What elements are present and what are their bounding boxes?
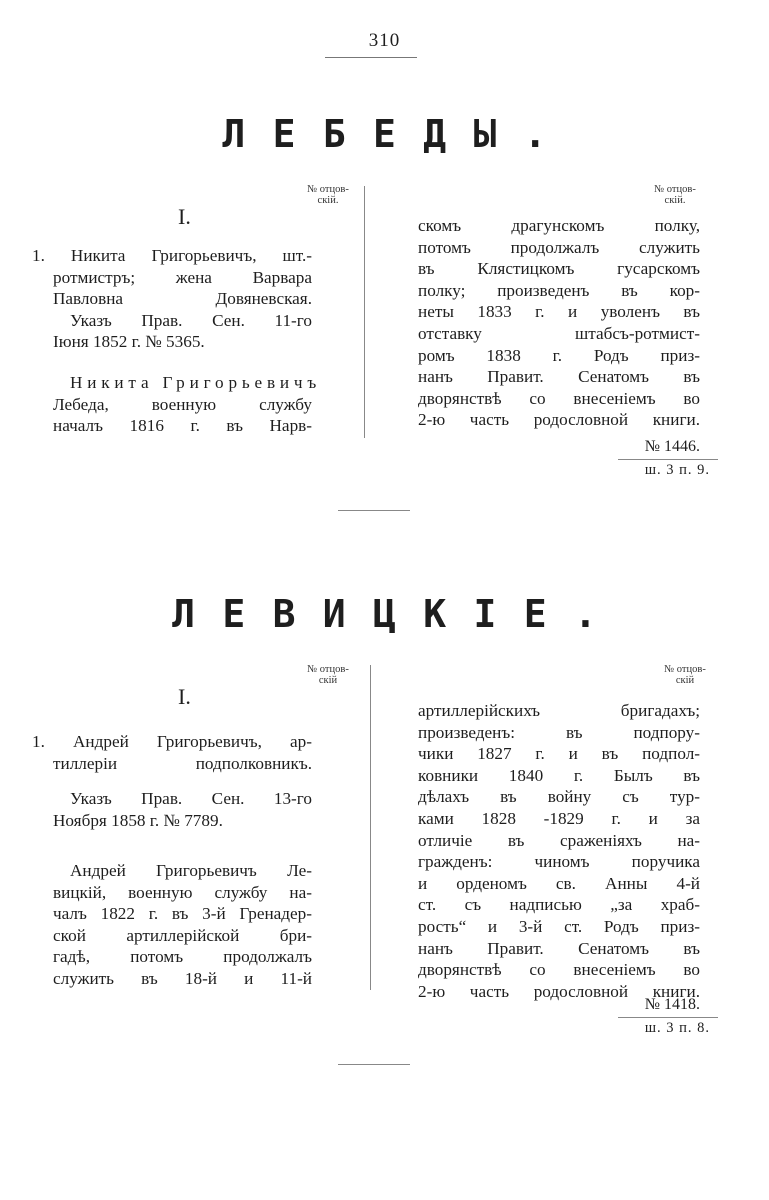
family-title-levitskie: ЛЕВИЦКІЕ. [172, 592, 625, 636]
column-header-left: № отцов- скій [307, 664, 349, 686]
section-separator [338, 1064, 410, 1065]
biography-right: скомъ драгунскомъ полку, потомъ продолжалъ служить въ Клястицкомъ гусарскомъ полку; произведенъ въ кор- неты 1833 г. и уволенъ въ отставку штабсъ-ротмист- ромъ 1838 г. Родъ приз- нанъ Правит. Сенатомъ въ дворянствѣ со внесеніемъ во 2-ю часть родословной книги. [418, 216, 700, 430]
register-number: № 1418. [644, 996, 700, 1013]
register-number: № 1446. [644, 438, 700, 455]
entry-text: 1. Андрей Григорьевичъ, ар- тиллеріи подполковникъ. Указъ Прав. Сен. 13-го Ноября 1858 г. № 7789. [32, 732, 312, 830]
column-header-left: № отцов- скій. [307, 184, 349, 206]
column-divider [370, 665, 371, 990]
biography-right: артиллерійскихъ бригадахъ; произведенъ: въ подпору- чики 1827 г. и въ подпол- ковники 1840 г. Былъ въ дѣлахъ въ войну съ тур- ками 1828 -1829 г. и за отличіе въ сраженіяхъ на- гражденъ: чиномъ поручика и орденомъ св. Анны 4-й ст. съ надписью „за храб- рость“ и 3-й ст. Родъ приз- нанъ Правит. Сенатомъ въ дворянствѣ со внесеніемъ во 2-ю часть родословной книги. [418, 701, 700, 1001]
page-number-rule [325, 57, 417, 58]
family-title-lebedy: ЛЕБЕДЫ. [222, 112, 575, 156]
section-separator [338, 510, 410, 511]
column-divider [364, 186, 365, 438]
shelf-reference: ш. 3 п. 9. [644, 462, 710, 478]
page-number: 310 [368, 30, 401, 51]
register-rule [618, 1017, 718, 1018]
entry-text: 1. Никита Григорьевичъ, шт.- ротмистръ; жена Варвара Павловна Довяневская. Указъ Прав. Сен. 11-го Іюня 1852 г. № 5365. [32, 246, 312, 352]
roman-numeral: I. [178, 204, 191, 229]
register-rule [618, 459, 718, 460]
biography-left: Никита Григорьевичъ Лебеда, военную службу началъ 1816 г. въ Нарв- [53, 373, 322, 436]
biography-left: Андрей Григорьевичъ Ле- вицкій, военную службу на- чалъ 1822 г. въ 3-й Гренадер- ской артиллерійской бри- гадѣ, потомъ продолжалъ служить въ 18-й и 11-й [53, 861, 312, 988]
column-header-right: № отцов- скій [664, 664, 706, 686]
roman-numeral: I. [178, 684, 191, 709]
shelf-reference: ш. 3 п. 8. [644, 1020, 710, 1036]
column-header-right: № отцов- скій. [654, 184, 696, 206]
